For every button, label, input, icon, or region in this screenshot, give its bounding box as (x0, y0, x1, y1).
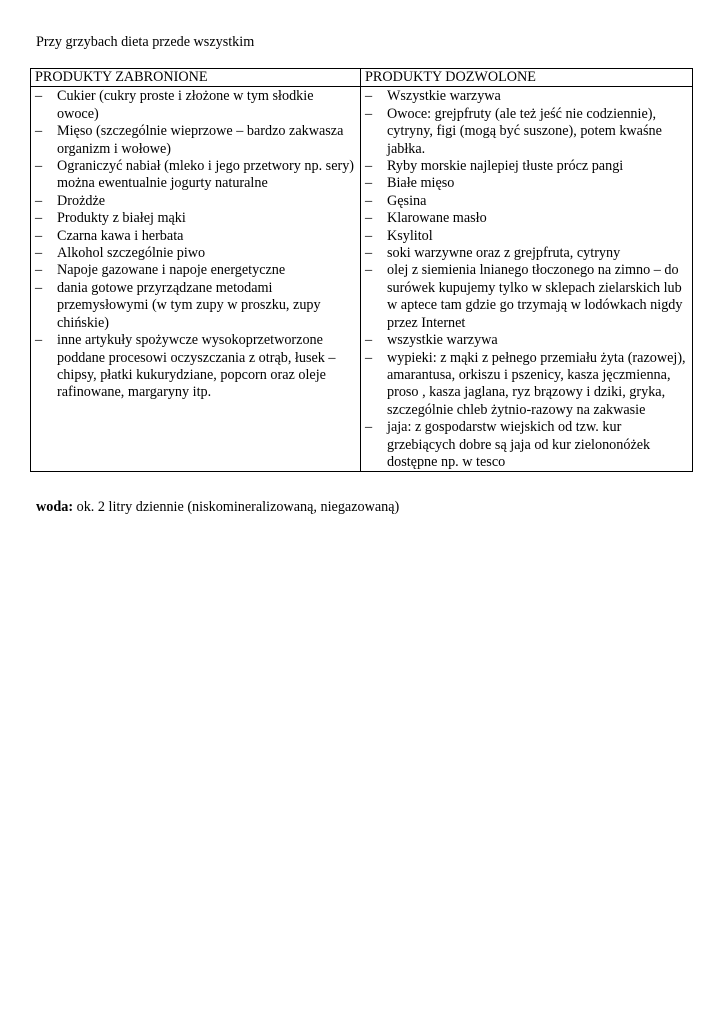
list-item (365, 193, 687, 210)
list-item-text: jaja: z gospodarstw wiejskich od tzw. kur grzebiących dobre są jaja od kur zielononóżek dostępne np. w tesco (387, 419, 651, 470)
list-item (35, 332, 355, 402)
list-item (365, 210, 687, 227)
list-item-text: olej z siemienia lnianego tłoczonego na zimno – do surówek kupujemy tylko w sklepach zielarskich lub w aptece tam gdzie go trzymają w lodówkach nigdy przez Internet (387, 262, 683, 331)
allowed-cell (361, 87, 693, 472)
table-row (31, 87, 693, 472)
list-item-text: Wszystkie warzywa (387, 88, 501, 105)
dash-bullet-icon: – (365, 332, 373, 349)
list-item (365, 419, 687, 471)
list-item-text: inne artykuły spożywcze wysokoprzetworzone poddane procesowi oczyszczania z otrąb, łusek – chipsy, płatki kukurydziane, popcorn oraz oleje rafinowane, margaryny itp. (57, 332, 336, 401)
list-item-text: Ryby morskie najlepiej tłuste prócz pangi (387, 158, 624, 175)
list-item-text: Drożdże (57, 192, 106, 209)
water-text: ok. 2 litry dziennie (niskomineralizowaną, niegazowaną) (73, 499, 400, 515)
page-title: Przy grzybach dieta przede wszystkim (36, 34, 255, 50)
list-item (365, 245, 687, 262)
list-item-text: Produkty z białej mąki (57, 210, 186, 227)
dash-bullet-icon: – (365, 192, 373, 209)
dash-bullet-icon: – (35, 123, 43, 140)
dash-bullet-icon: – (35, 279, 43, 296)
dash-bullet-icon: – (35, 88, 43, 105)
list-item-text: Alkohol szczególnie piwo (57, 245, 206, 262)
list-item-text: Owoce: grejpfruty (ale też jeść nie codziennie), cytryny, figi (mogą być suszone), potem kwaśne jabłka. (387, 105, 662, 157)
list-item (365, 262, 687, 332)
list-item-text: Ksylitol (387, 227, 433, 244)
list-item-text: Białe mięso (387, 175, 455, 192)
list-item-text: Czarna kawa i herbata (57, 227, 184, 244)
list-item-text: Cukier (cukry proste i złożone w tym słodkie owoce) (57, 88, 314, 122)
list-item (35, 158, 355, 193)
forbidden-list (35, 88, 355, 401)
dash-bullet-icon: – (35, 332, 43, 349)
list-item-text: Napoje gazowane i napoje energetyczne (57, 262, 286, 279)
products-table (30, 68, 693, 472)
list-item (365, 88, 687, 105)
dash-bullet-icon: – (365, 349, 373, 366)
dash-bullet-icon: – (365, 88, 373, 105)
table-header-row (31, 69, 693, 87)
dash-bullet-icon: – (35, 158, 43, 175)
allowed-header: PRODUKTY DOZWOLONE (361, 69, 693, 87)
forbidden-cell (31, 87, 361, 472)
dash-bullet-icon: – (35, 245, 43, 262)
water-label: woda: (36, 499, 74, 515)
list-item (365, 332, 687, 349)
list-item (35, 228, 355, 245)
list-item-text: wszystkie warzywa (387, 332, 498, 349)
dash-bullet-icon: – (365, 105, 373, 122)
dash-bullet-icon: – (365, 175, 373, 192)
list-item-text: Mięso (szczególnie wieprzowe – bardzo zakwasza organizm i wołowe) (57, 123, 344, 157)
list-item (365, 106, 687, 158)
dash-bullet-icon: – (365, 210, 373, 227)
dash-bullet-icon: – (35, 192, 43, 209)
list-item (35, 88, 355, 123)
dash-bullet-icon: – (35, 210, 43, 227)
dash-bullet-icon: – (35, 262, 43, 279)
list-item-text: dania gotowe przyrządzane metodami przemysłowymi (w tym zupy w proszku, zupy chińskie) (57, 279, 321, 331)
dash-bullet-icon: – (365, 245, 373, 262)
dash-bullet-icon: – (35, 227, 43, 244)
list-item (35, 193, 355, 210)
list-item (35, 210, 355, 227)
dash-bullet-icon: – (365, 262, 373, 279)
list-item (35, 262, 355, 279)
list-item (365, 228, 687, 245)
list-item (35, 280, 355, 332)
list-item (35, 123, 355, 158)
list-item-text: Gęsina (387, 192, 427, 209)
list-item-text: Ograniczyć nabiał (mleko i jego przetwory np. sery) można ewentualnie jogurty naturalne (57, 158, 355, 192)
forbidden-header: PRODUKTY ZABRONIONE (31, 69, 361, 87)
dash-bullet-icon: – (365, 158, 373, 175)
water-note (36, 499, 399, 516)
dash-bullet-icon: – (365, 227, 373, 244)
dash-bullet-icon: – (365, 419, 373, 436)
list-item (365, 158, 687, 175)
allowed-list (365, 88, 687, 471)
list-item (35, 245, 355, 262)
list-item-text: soki warzywne oraz z grejpfruta, cytryny (387, 245, 621, 262)
list-item (365, 175, 687, 192)
list-item (365, 350, 687, 420)
list-item-text: wypieki: z mąki z pełnego przemiału żyta (razowej), amarantusa, orkiszu i pszenicy, kasza jęczmienna, proso , kasza jaglana, ryz brązowy i dziki, gryka, szczególnie chleb żytnio-razowy na zakwasie (387, 349, 686, 418)
list-item-text: Klarowane masło (387, 210, 487, 227)
